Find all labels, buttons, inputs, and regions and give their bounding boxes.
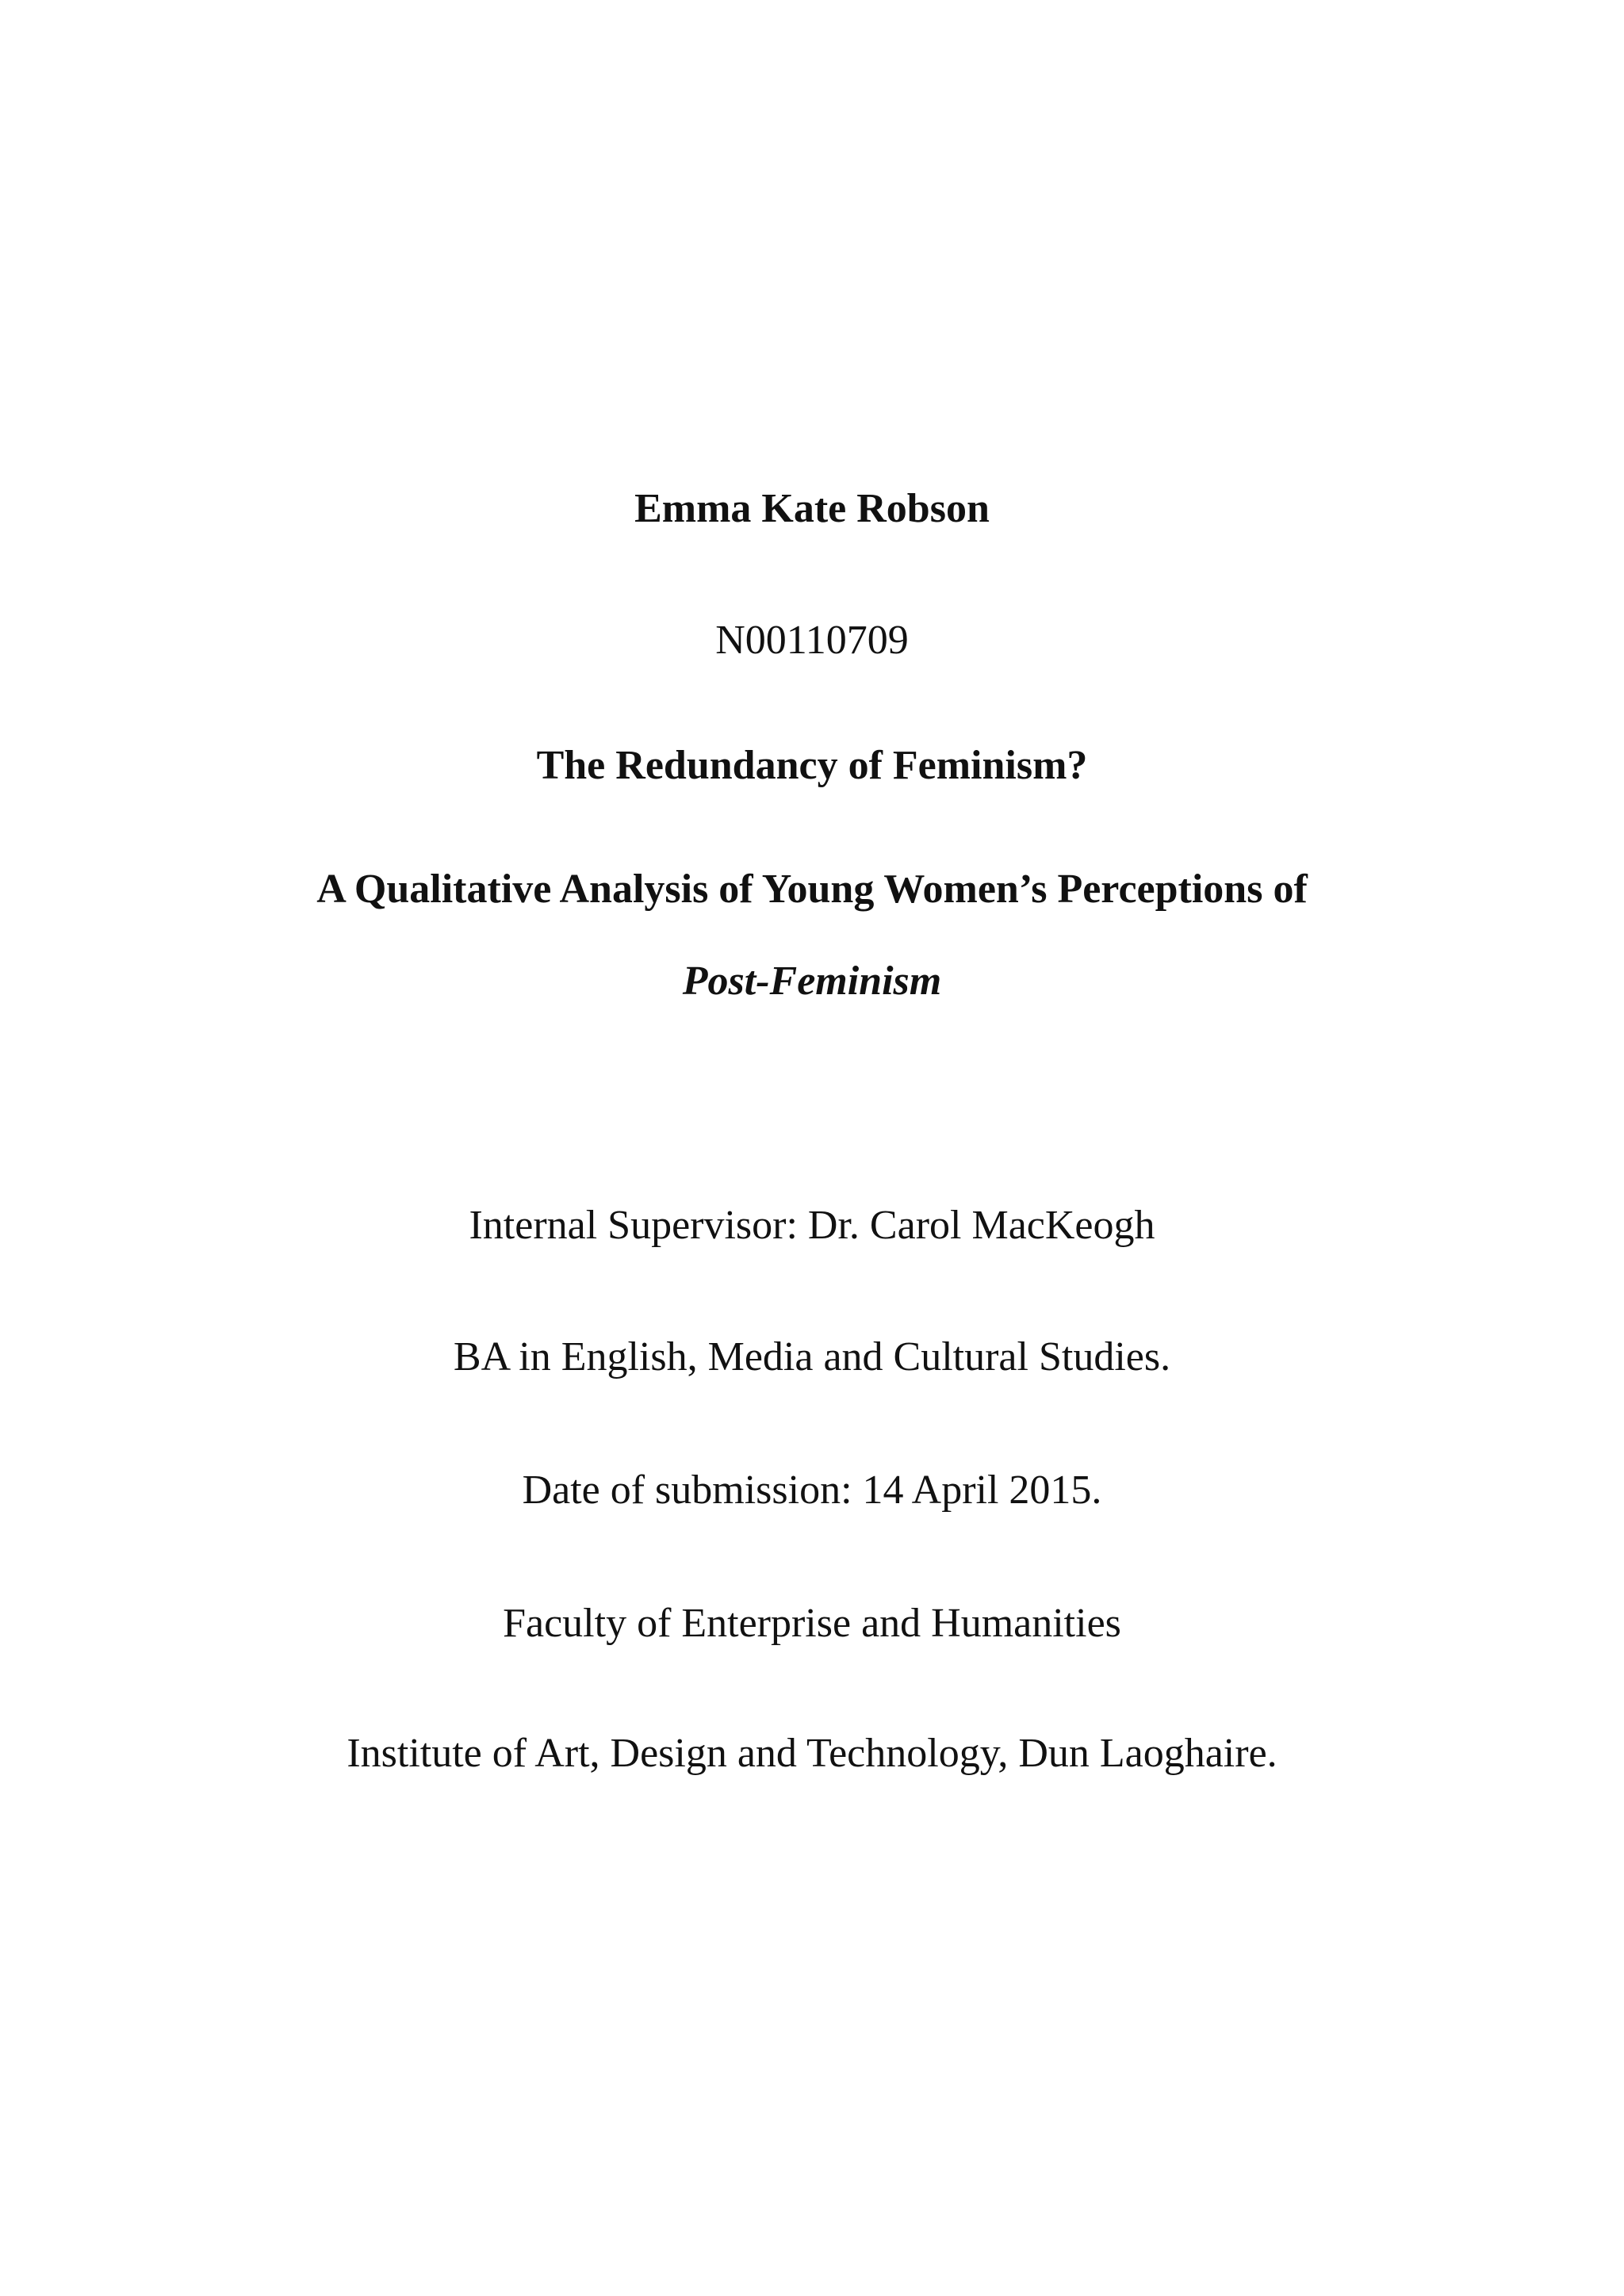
degree-line: BA in English, Media and Cultural Studies.: [453, 1334, 1171, 1380]
thesis-title: The Redundancy of Feminism?: [536, 743, 1088, 788]
submission-date-line: Date of submission: 14 April 2015.: [522, 1468, 1102, 1513]
student-id: N00110709: [715, 618, 909, 663]
institute-line: Institute of Art, Design and Technology, Dun Laoghaire.: [347, 1731, 1277, 1776]
supervisor-line: Internal Supervisor: Dr. Carol MacKeogh: [469, 1203, 1155, 1248]
faculty-line: Faculty of Enterprise and Humanities: [503, 1601, 1121, 1646]
thesis-subtitle-line-2: Post-Feminism: [682, 959, 942, 1004]
thesis-subtitle-line-1: A Qualitative Analysis of Young Women’s Perceptions of: [316, 867, 1308, 912]
author-name: Emma Kate Robson: [634, 486, 990, 531]
